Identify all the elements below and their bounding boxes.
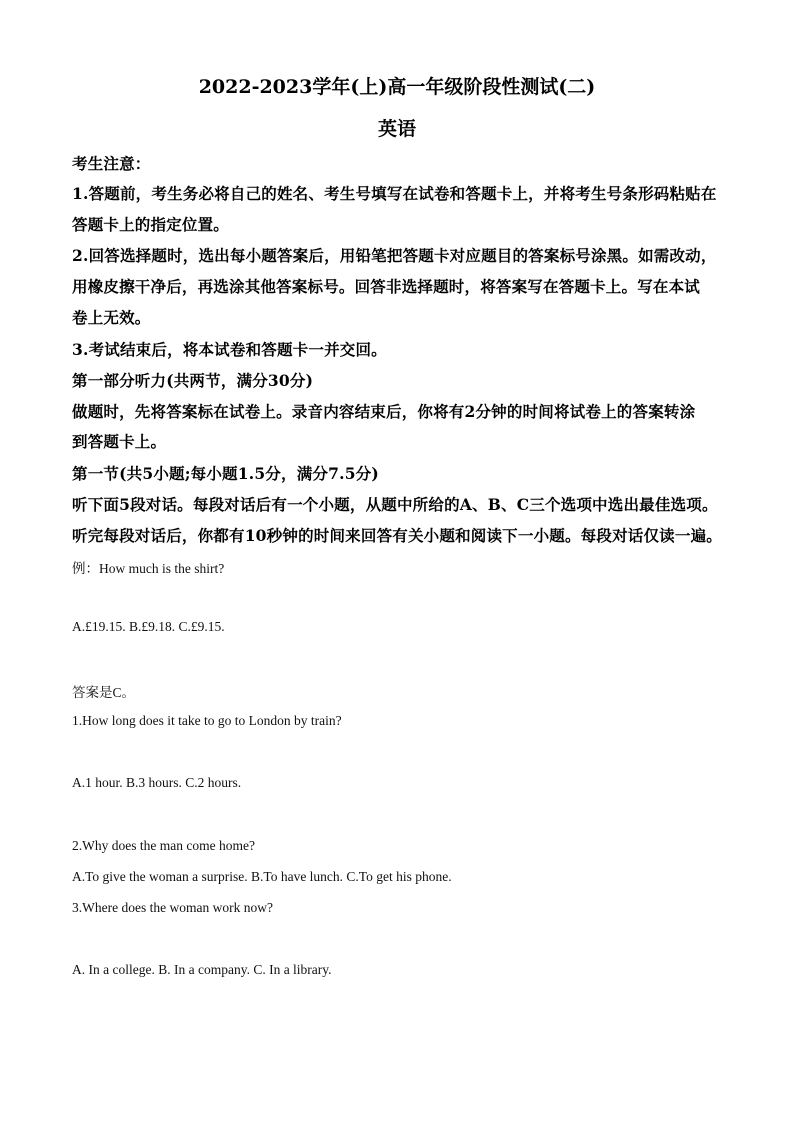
part-1-heading: 第一部分听力(共两节，满分30分)	[72, 371, 314, 390]
section-1-instruction-line-1: 听下面5段对话。每段对话后有一个小题，从题中所给的A、B、C三个选项中选出最佳选项。	[72, 495, 718, 514]
section-1-heading: 第一节(共5小题;每小题1.5分，满分7.5分)	[72, 464, 379, 483]
notice-item-2-line-1: 2.回答选择题时，选出每小题答案后，用铅笔把答题卡对应题目的答案标号涂黑。如需改动，	[72, 246, 717, 265]
notice-item-2-line-2: 用橡皮擦干净后，再选涂其他答案标号。回答非选择题时，将答案写在答题卡上。写在本试	[72, 277, 701, 296]
notice-item-1-line-1: 1.答题前，考生务必将自己的姓名、考生号填写在试卷和答题卡上，并将考生号条形码粘贴在	[72, 184, 717, 203]
question-1-options: A.1 hour. B.3 hours. C.2 hours.	[72, 775, 242, 790]
example-answer: 答案是C。	[72, 685, 136, 700]
subject-title: 英语	[377, 118, 416, 140]
question-2-options: A.To give the woman a surprise. B.To have lunch. C.To get his phone.	[72, 869, 452, 884]
question-2-stem: 2.Why does the man come home?	[72, 838, 255, 853]
question-1-stem: 1.How long does it take to go to London by train?	[72, 713, 342, 728]
part-1-instruction-line-1: 做题时，先将答案标在试卷上。录音内容结束后，你将有2分钟的时间将试卷上的答案转涂	[72, 402, 696, 421]
exam-title: 2022-2023学年(上)高一年级阶段性测试(二)	[198, 76, 596, 98]
notice-item-1-line-2: 答题卡上的指定位置。	[72, 215, 230, 234]
part-1-instruction-line-2: 到答题卡上。	[72, 432, 167, 451]
section-1-instruction-line-2: 听完每段对话后，你都有10秒钟的时间来回答有关小题和阅读下一小题。每段对话仅读一遍。	[72, 526, 722, 545]
question-3-options: A. In a college. B. In a company. C. In a library.	[72, 962, 332, 977]
example-question: 例：How much is the shirt?	[72, 561, 225, 576]
example-options: A.£19.15. B.£9.18. C.£9.15.	[72, 619, 225, 634]
notice-heading: 考生注意：	[72, 154, 151, 173]
question-3-stem: 3.Where does the woman work now?	[72, 900, 273, 915]
notice-item-3: 3.考试结束后，将本试卷和答题卡一并交回。	[72, 340, 387, 359]
notice-item-2-line-3: 卷上无效。	[72, 308, 151, 327]
